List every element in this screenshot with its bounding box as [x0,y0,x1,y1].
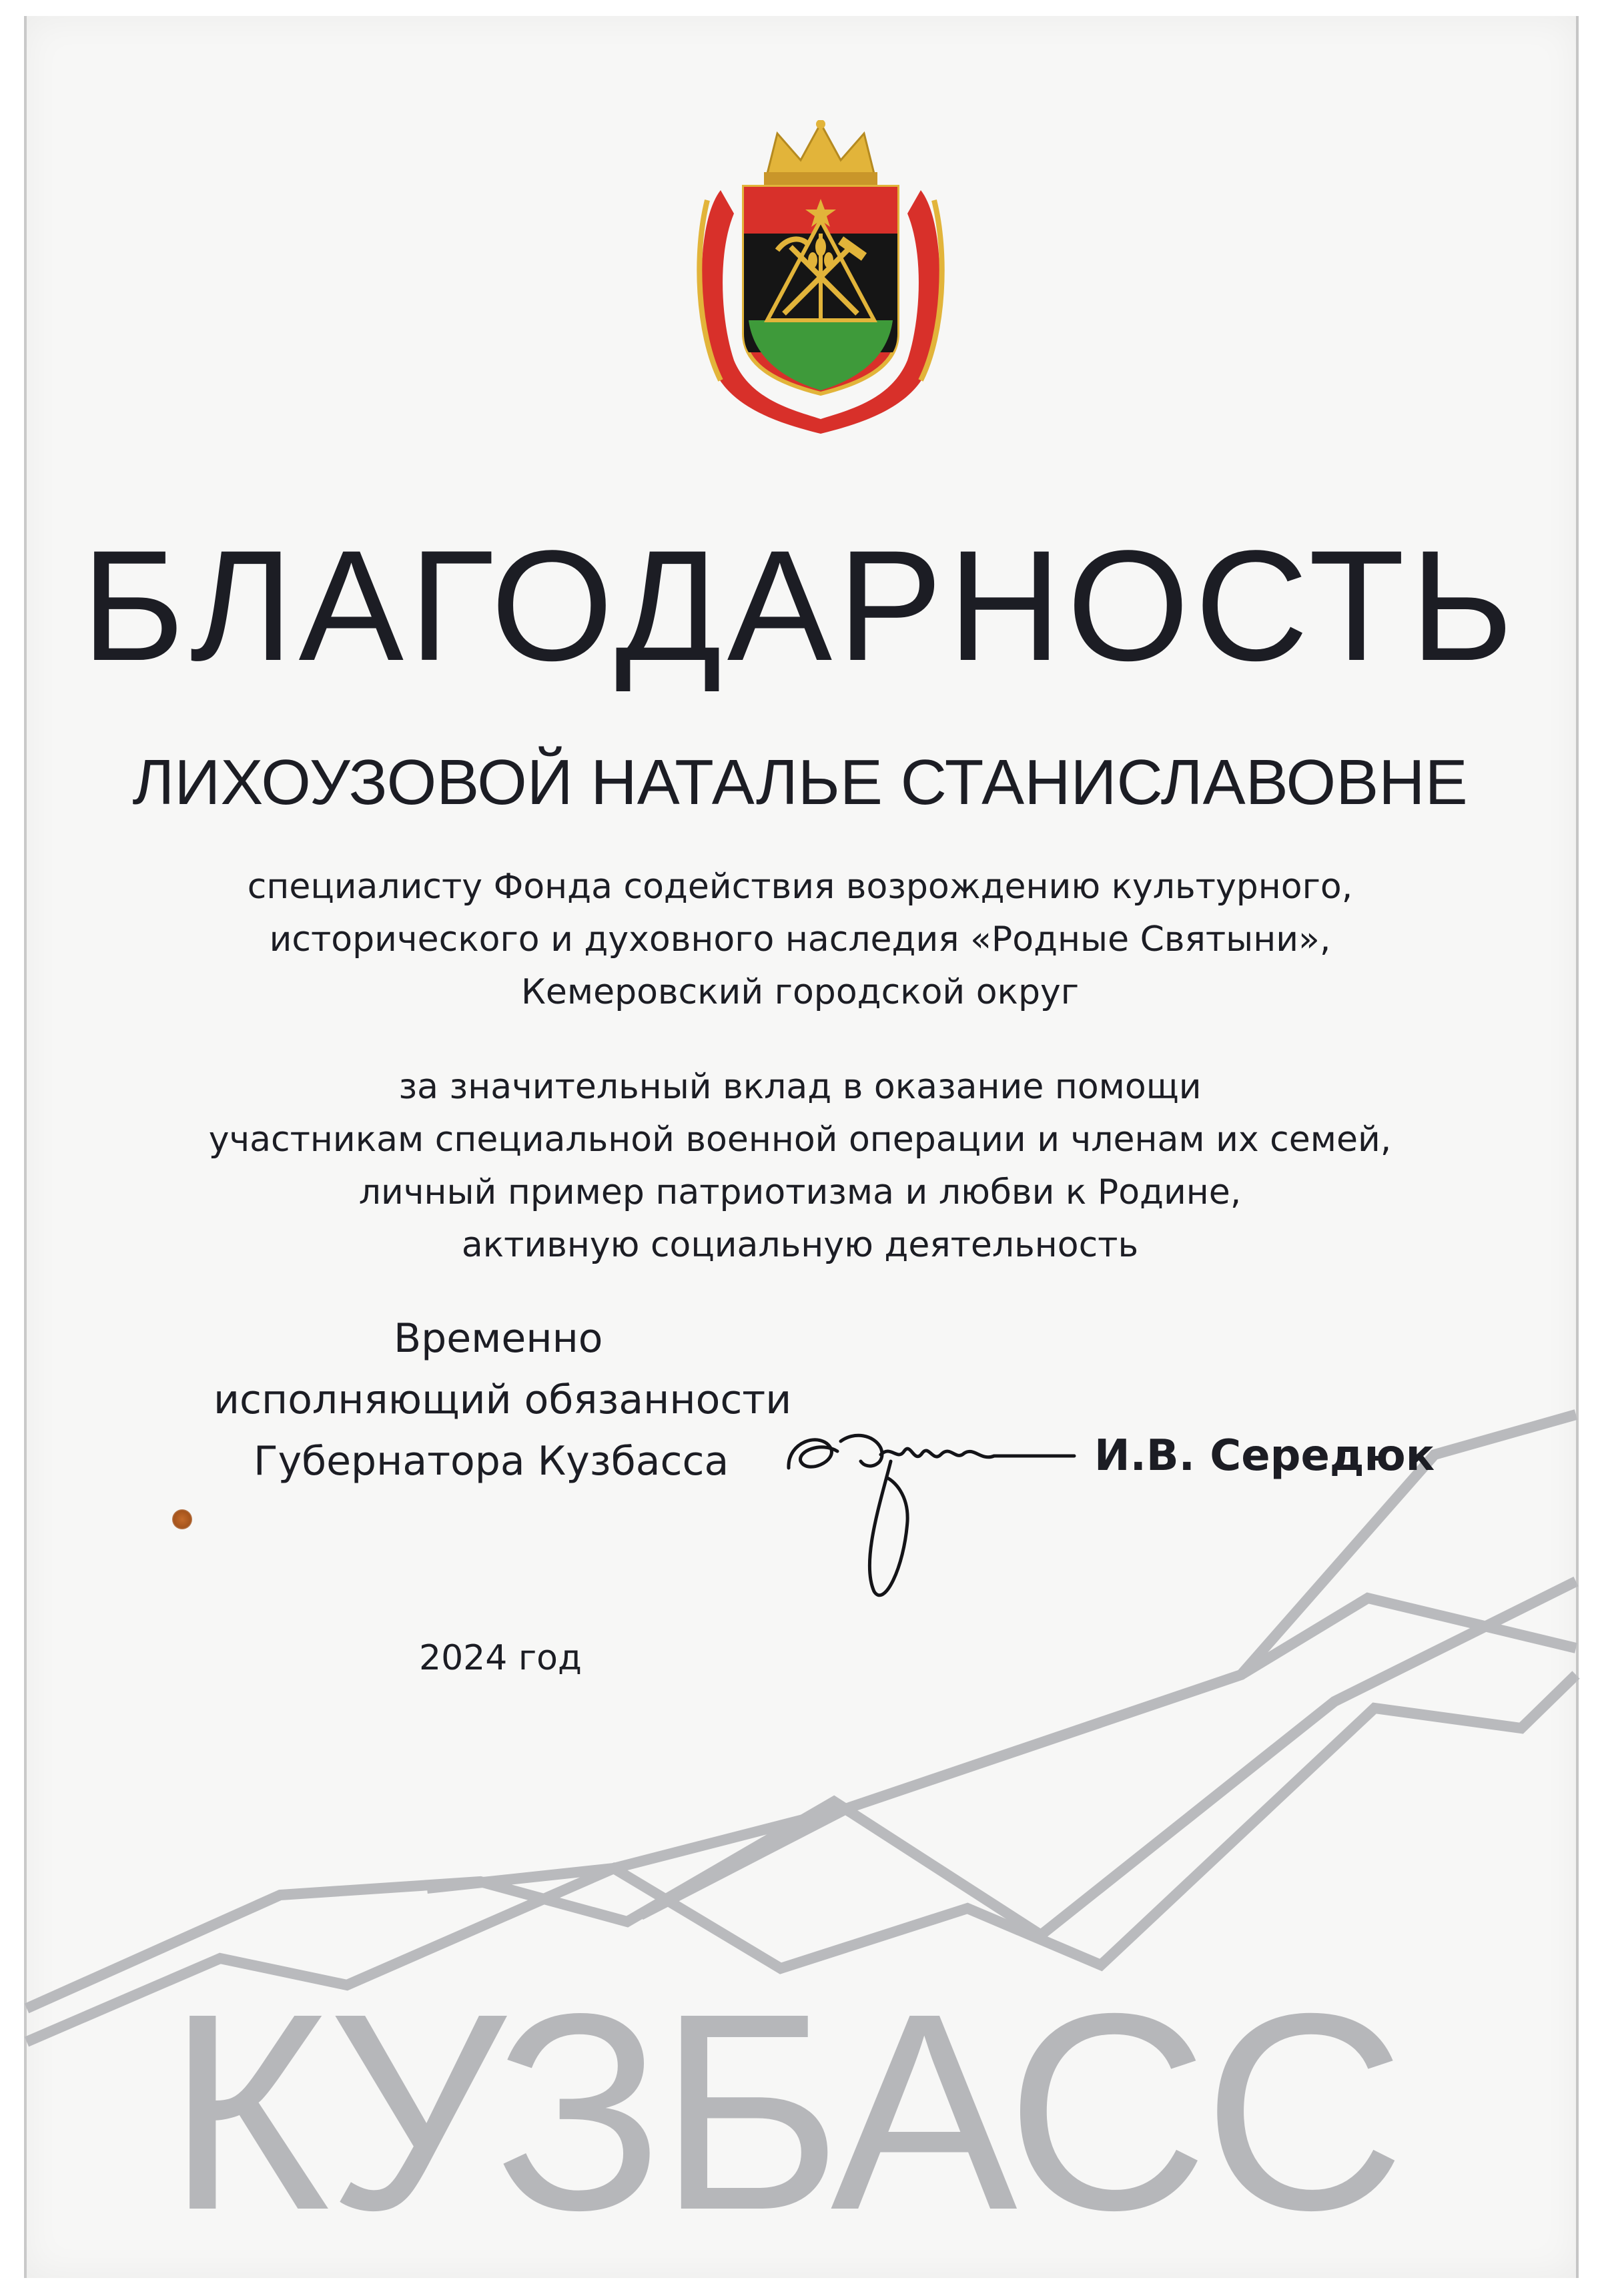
reason-line: активную социальную деятельность [461,1225,1139,1265]
reason-line: личный пример патриотизма и любви к Родине, [358,1172,1242,1212]
reason-line: за значительный вклад в оказание помощи [398,1067,1202,1107]
brand-wordmark: КУЗБАСС [166,1956,1401,2269]
position-line: Кемеровский городской округ [520,972,1080,1012]
recipient-name: ЛИХОУЗОВОЙ НАТАЛЬЕ СТАНИСЛАВОВНЕ [132,747,1468,818]
award-reason [0,1061,1600,1272]
signature-icon [781,1415,1088,1608]
certificate-title: БЛАГОДАРНОСТЬ [81,518,1519,694]
signatory-title-line: Временно [394,1315,603,1362]
paper-stain [172,1509,192,1529]
signatory-title [173,1308,792,1492]
recipient-position [0,861,1600,1019]
coat-of-arms-icon [694,120,947,434]
position-line: специалисту Фонда содействия возрождению культурного, [247,867,1353,907]
reason-line: участникам специальной военной операции и членам их семей, [208,1120,1392,1160]
position-line: исторического и духовного наследия «Родные Святыни», [269,919,1331,960]
signatory-name: И.В. Середюк [1094,1431,1435,1481]
signatory-title-line: исполняющий обязанности [214,1377,792,1423]
signatory-title-line: Губернатора Кузбасса [254,1438,729,1485]
issue-year: 2024 год [419,1638,582,1678]
